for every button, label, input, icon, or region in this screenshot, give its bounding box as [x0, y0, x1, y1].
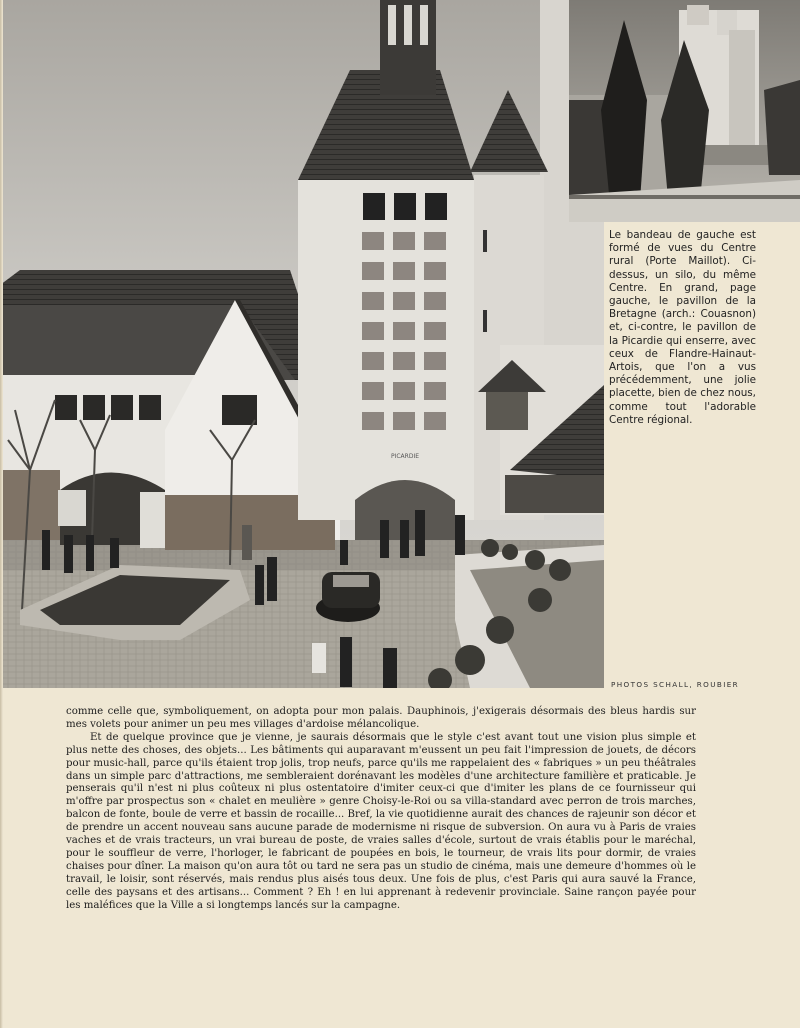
photo-caption: Le bandeau de gauche est formé de vues du Centre rural (Porte Maillot). Ci-dessus, un silo, du même Centre. En grand, page gauche, le pavillon de la Bretagne (arch.: Couasnon) et, ci-contre, le pavillon de la Picardie qui enserre, avec ceux de Flandre-Hainaut-Artois, que l'on a vus précédemment, une jolie placette, bien de chez nous, comme tout l'adorable Centre régional.	[609, 229, 756, 426]
article-paragraph: Et de quelque province que je vienne, je saurais désormais que le style c'est avant tout une vision plus simple et plus nette des choses, des objets... Les bâtiments qui auparavant m'eussent un peu fait l'impression de jouets, de décors pour music-hall, parce qu'ils étaient trop jolis, trop neufs, parce qu'ils me rappelaient des « fabriques » un peu théâtrales dans un simple parc d'attractions, me sembleraient dorénavant les modèles d'une architecture familière et praticable. Je penserais qu'il n'est ni plus coûteux ni plus ostentatoire d'imiter ceux-ci que d'imiter les plans de ce fournisseur qui m'offre par prospectus son « chalet en meulière » genre Choisy-le-Roi ou sa villa-standard avec perron de trois marches, balcon de fonte, boule de verre et bassin de rocaille... Bref, la vie quotidienne aurait des chances de rajeunir son décor et de prendre un accent nouveau sans aucune parade de modernisme ni risque de subversion. On aura vu à Paris de vraies vaches et de vrais tracteurs, un vrai bureau de poste, de vraies salles d'école, surtout de vrais établis pour le maréchal, pour le souffleur de verre, l'horloger, le fabricant de poupées en bois, le tourneur, de vrais lits pour dormir, de vraies chaises pour dîner. La maison qu'on aura tôt ou tard ne sera pas un studio de cinéma, mais une demeure d'hommes où le travail, le loisir, sont réservés, mais rendus plus aisés tous deux. Une fois de plus, c'est Paris qui aura sauvé la France, celle des paysans et des artisans... Comment ? Eh ! en lui apprenant à redevenir provinciale. Saine rançon payée pour les maléfices que la Ville a si longtemps lancés sur la campagne.	[66, 731, 696, 911]
page-edge	[0, 0, 3, 1028]
article-body	[66, 706, 696, 913]
silo-photo	[569, 0, 800, 222]
article-paragraph: comme celle que, symboliquement, on adopta pour mon palais. Dauphinois, j'exigerais désormais des bleus hardis sur mes volets pour animer un peu mes villages d'ardoise mélancolique.	[66, 706, 696, 730]
photo-credit: PHOTOS SCHALL, ROUBIER	[611, 680, 740, 689]
pavilion-sign: PICARDIE	[390, 453, 420, 460]
